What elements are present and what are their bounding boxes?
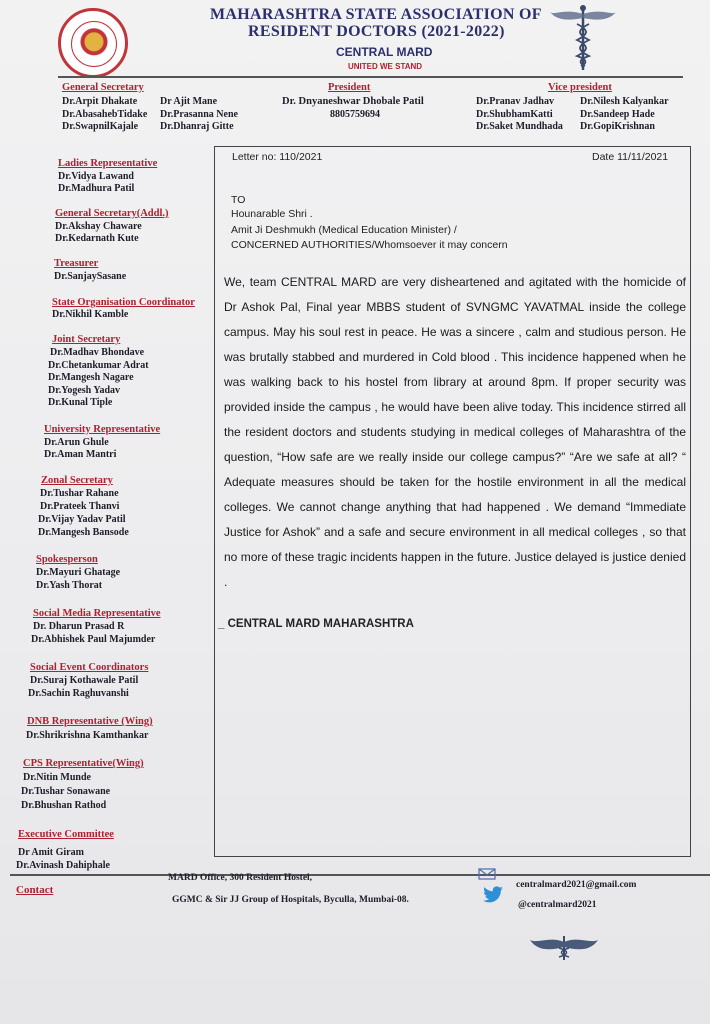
officer-name: Dr.Pranav Jadhav [476, 96, 554, 107]
letter-addressee: Hounarable Shri . [231, 208, 313, 220]
officer-name: Dr.SwapnilKajale [62, 121, 139, 132]
officer-name: Dr.ShubhamKatti [476, 108, 553, 120]
sidebar-name: Dr.Suraj Kothawale Patil [30, 675, 139, 686]
sidebar-role: Ladies Representative [58, 158, 158, 169]
letter-number: Letter no: 110/2021 [232, 151, 323, 163]
sidebar-name: Dr.Yogesh Yadav [48, 384, 121, 396]
officer-name: Dr.Dhanraj Gitte [160, 121, 234, 132]
general-secretary-heading: General Secretary [62, 82, 144, 93]
sidebar-role: Zonal Secretary [41, 475, 113, 486]
sidebar-name: Dr.Chetankumar Adrat [48, 359, 149, 371]
sidebar-name: Dr.Nitin Munde [23, 772, 91, 783]
sidebar-name: Dr.Arun Ghule [44, 437, 109, 448]
header-title-line1: MAHARASHTRA STATE ASSOCIATION OF [210, 6, 542, 23]
caduceus-emblem-icon [528, 934, 600, 962]
letter-body: We, team CENTRAL MARD are very disheartened and agitated with the homicide of Dr Ashok Pal, Final year MBBS student of SVNGMC YAVATMAL inside the college campus. May his soul rest in peace. He was a sincere , calm and studious person. He was brutally stabbed and murdered in Cold blood . This incidence happened when he was walking back to his hostel from library at around 8pm. If proper security was provided inside the campus , he would have been alive today. This incidence stirred all the resident doctors and students studying in medical colleges of Maharashtra of the question, “How safe are we really inside our college campus?” “Are we safe at all? “ Adequate measures should be taken for the hostile environment in all the medical colleges. We cannot change anything that had happened . We demand “Immediate Justice for Ashok” and a safe and secure environment in all medical colleges , so that no more of these tragic incidents happen in the future. Justice delayed is justice denied . [224, 275, 686, 589]
general-secretary-col1 [62, 96, 147, 134]
contact-label: Contact [16, 884, 54, 896]
sidebar-name: Dr.Mayuri Ghatage [36, 567, 121, 578]
sidebar-name: Dr.Aman Mantri [44, 449, 117, 460]
letter-addressee-3: CONCERNED AUTHORITIES/Whomsoever it may concern [231, 239, 508, 251]
sidebar-role: Social Event Coordinators [30, 662, 149, 673]
sidebar-name: Dr.Shrikrishna Kamthankar [26, 730, 149, 741]
address-line-1: MARD Office, 300 Resident Hostel, [168, 873, 313, 883]
header-subtitle: CENTRAL MARD [336, 45, 433, 59]
sidebar-role: State Organisation Coordinator [52, 297, 195, 308]
sidebar-name: Dr.Tushar Rahane [40, 488, 119, 499]
footer-email[interactable]: centralmard2021@gmail.com [516, 880, 637, 890]
officer-name: Dr.GopiKrishnan [580, 121, 655, 132]
officer-name: Dr.AbasahebTidake [62, 108, 148, 120]
sidebar-role: Joint Secretary [52, 334, 121, 345]
footer-divider [10, 874, 710, 876]
sidebar-name: Dr.Mangesh Bansode [38, 527, 129, 538]
president-phone: 8805759694 [330, 109, 380, 120]
header-tagline: UNITED WE STAND [348, 62, 423, 71]
letter-date: Date 11/11/2021 [592, 151, 669, 163]
address-line-2: GGMC & Sir JJ Group of Hospitals, Byculla, Mumbai-08. [172, 895, 409, 905]
sidebar-name: Dr.Prateek Thanvi [40, 501, 120, 512]
president-heading: President [328, 82, 371, 93]
officer-name: Dr Ajit Mane [160, 96, 218, 107]
sidebar-role: CPS Representative(Wing) [23, 758, 144, 769]
officer-name: Dr.Sandeep Hade [580, 108, 655, 120]
president-name: Dr. Dnyaneshwar Dhobale Patil [282, 96, 424, 107]
sidebar-name: Dr.Bhushan Rathod [21, 800, 107, 811]
caduceus-icon [548, 2, 618, 72]
header-title-line2: RESIDENT DOCTORS (2021-2022) [248, 23, 505, 40]
sidebar-role: Spokesperson [36, 554, 98, 565]
email-icon [478, 868, 496, 880]
sidebar-name: Dr.Madhav Bhondave [50, 347, 145, 358]
sidebar-name: Dr.Mangesh Nagare [48, 372, 134, 383]
sidebar-role: DNB Representative (Wing) [27, 716, 153, 727]
sidebar-name: Dr.Nikhil Kamble [52, 309, 129, 320]
sidebar-role: General Secretary(Addl.) [55, 208, 169, 219]
sidebar-name: Dr Amit Giram [18, 847, 84, 858]
sidebar-name: Dr.Kunal Tiple [48, 397, 113, 408]
sidebar-name: Dr.Vidya Lawand [58, 171, 134, 182]
sidebar-name: Dr.Abhishek Paul Majumder [31, 634, 156, 645]
vice-president-col2 [580, 96, 669, 134]
letter-addressee-2: Amit Ji Deshmukh (Medical Education Minister) / [231, 224, 457, 236]
sidebar-role: University Representative [44, 424, 161, 435]
footer-twitter[interactable]: @centralmard2021 [518, 900, 597, 910]
sidebar-name: Dr.SanjaySasane [54, 271, 127, 282]
sidebar-name: Dr.Sachin Raghuvanshi [28, 688, 129, 699]
vice-president-col1 [476, 96, 563, 134]
sidebar-name: Dr.Avinash Dahiphale [16, 860, 110, 871]
sidebar-name: Dr. Dharun Prasad R [33, 621, 125, 632]
officer-name: Dr.Nilesh Kalyankar [580, 96, 669, 107]
officer-name: Dr.Arpit Dhakate [62, 96, 138, 107]
sidebar-name: Dr.Madhura Patil [58, 183, 135, 194]
general-secretary-col2 [160, 96, 238, 134]
twitter-icon [482, 886, 504, 904]
letter-to: TO [231, 194, 246, 206]
sidebar-name: Dr.Akshay Chaware [55, 221, 142, 232]
association-seal-icon [58, 8, 128, 78]
letter-signature: _ CENTRAL MARD MAHARASHTRA [218, 618, 414, 630]
sidebar-role: Executive Committee [18, 829, 114, 840]
sidebar-name: Dr.Vijay Yadav Patil [38, 514, 126, 525]
officer-name: Dr.Saket Mundhada [476, 121, 563, 132]
officer-name: Dr.Prasanna Nene [160, 108, 238, 120]
header-divider [58, 76, 683, 78]
sidebar-name: Dr.Tushar Sonawane [21, 786, 111, 797]
vice-president-heading: Vice president [548, 82, 612, 93]
sidebar-name: Dr.Kedarnath Kute [55, 233, 139, 244]
sidebar-name: Dr.Yash Thorat [36, 580, 103, 591]
sidebar-role: Treasurer [54, 258, 99, 269]
sidebar-role: Social Media Representative [33, 608, 161, 619]
